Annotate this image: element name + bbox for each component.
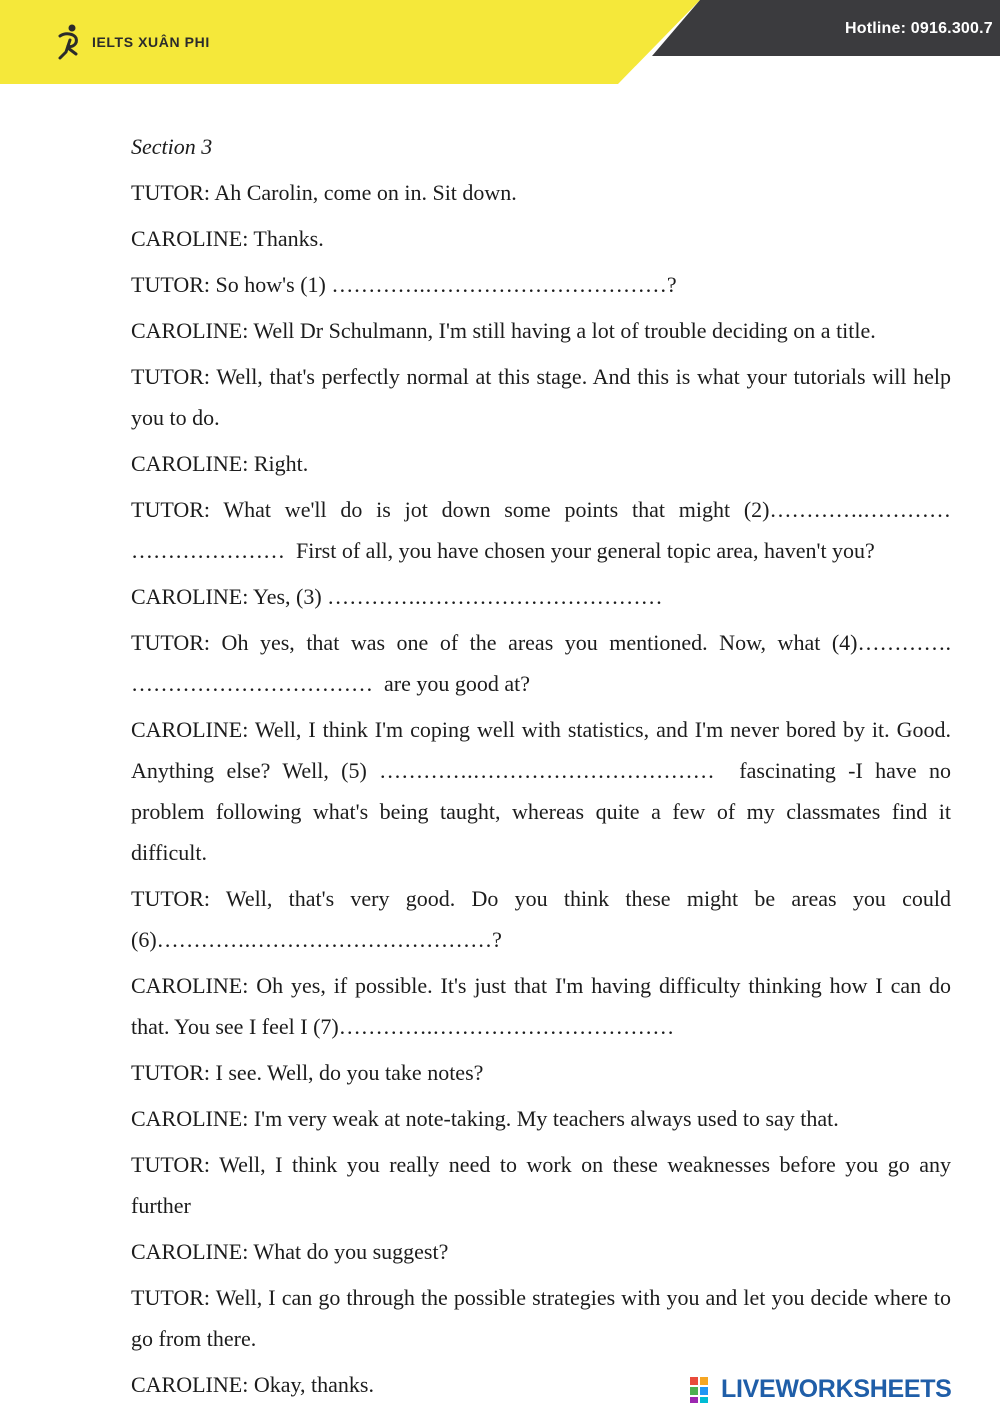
dialogue-line: TUTOR: Well, that's perfectly normal at this stage. And this is what your tutorials will help you to do. <box>131 364 957 430</box>
dialogue-line: TUTOR: Well, that's very good. Do you think these might be areas you could (6)………….……………………………? <box>131 886 957 952</box>
dialogue-line: CAROLINE: What do you suggest? <box>131 1239 449 1264</box>
hotline-text: Hotline: 0916.300.7 <box>845 20 993 37</box>
dialogue-line: CAROLINE: Thanks. <box>131 226 324 251</box>
brand-figure-icon <box>52 22 88 62</box>
liveworksheets-text: LIVEWORKSHEETS <box>721 1374 952 1403</box>
dialogue-line: TUTOR: Well, I can go through the possible strategies with you and let you decide where to go from there. <box>131 1285 957 1351</box>
section-title: Section 3 <box>131 134 213 159</box>
brand-name: IELTS XUÂN PHI <box>92 34 210 50</box>
dialogue-line: CAROLINE: Well Dr Schulmann, I'm still having a lot of trouble deciding on a title. <box>131 318 876 343</box>
dialogue-lines <box>131 172 957 1405</box>
page-header <box>0 0 1000 84</box>
transcript <box>131 126 957 1410</box>
liveworksheets-blocks-icon <box>690 1375 718 1403</box>
dialogue-line: TUTOR: Ah Carolin, come on in. Sit down. <box>131 180 517 205</box>
dialogue-line: CAROLINE: Okay, thanks. <box>131 1372 374 1397</box>
dialogue-line: TUTOR: Well, I think you really need to work on these weaknesses before you go any further <box>131 1152 957 1218</box>
dialogue-line: CAROLINE: Right. <box>131 451 309 476</box>
liveworksheets-logo <box>690 1374 952 1404</box>
dialogue-line: CAROLINE: Oh yes, if possible. It's just that I'm having difficulty thinking how I can do that. You see I feel I (7)………….…………………………… <box>131 973 957 1039</box>
dialogue-line: TUTOR: What we'll do is jot down some points that might (2)………….………… ………………… First of all, you have chosen your general topic area, haven't you? <box>131 497 957 563</box>
dialogue-line: CAROLINE: Yes, (3) ………….…………………………… <box>131 584 663 609</box>
dialogue-line: TUTOR: I see. Well, do you take notes? <box>131 1060 484 1085</box>
brand-logo <box>52 22 210 62</box>
dialogue-line: TUTOR: So how's (1) ………….……………………………? <box>131 272 677 297</box>
dialogue-line: TUTOR: Oh yes, that was one of the areas you mentioned. Now, what (4)…………. …………………………… are you good at? <box>131 630 957 696</box>
dialogue-line: CAROLINE: Well, I think I'm coping well with statistics, and I'm never bored by it. Good. Anything else? Well, (5) ………….…………………………… fascinating -I have no problem following what's being taught, whereas quite a few of my classmates find it difficult. <box>131 717 957 865</box>
dialogue-line: CAROLINE: I'm very weak at note-taking. My teachers always used to say that. <box>131 1106 839 1131</box>
